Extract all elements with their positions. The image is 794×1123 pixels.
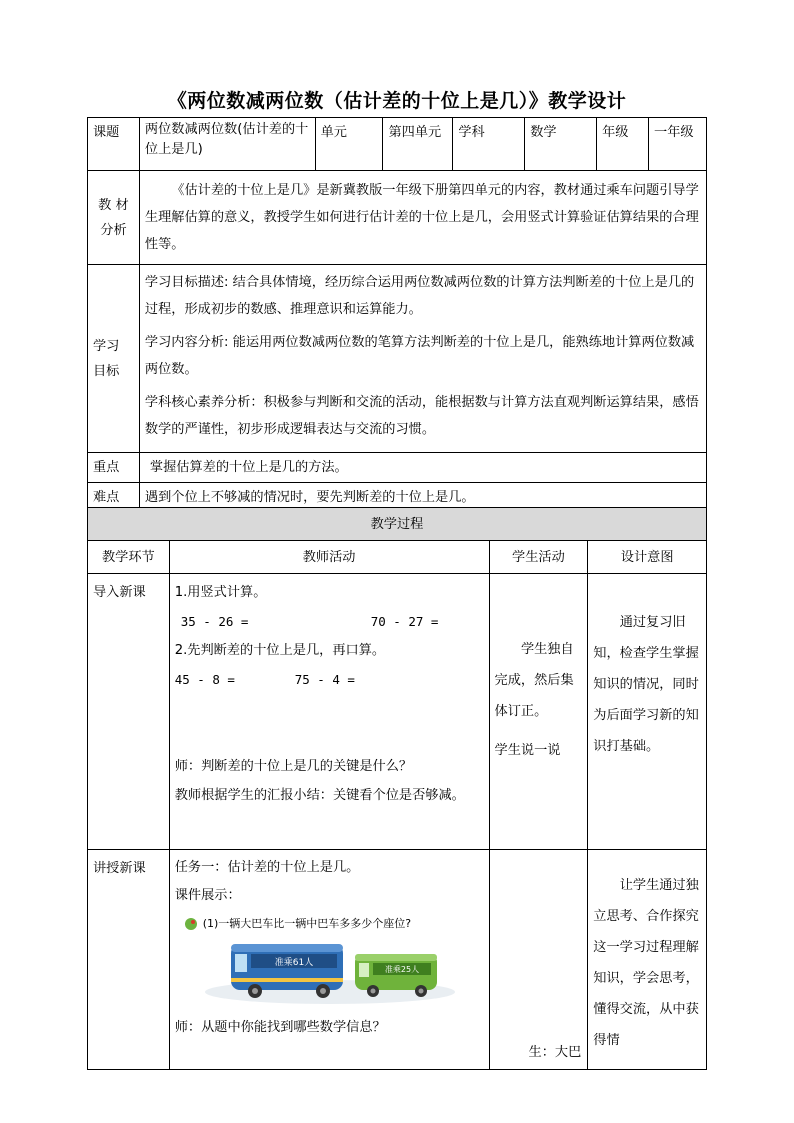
difficulty-text: 遇到个位上不够减的情况时，要先判断差的十位上是几。 <box>139 483 706 513</box>
small-bus-sign: 准乘25人 <box>384 965 419 974</box>
intro-intent <box>588 574 707 850</box>
topic-label: 课题 <box>88 118 140 171</box>
calc-1b: 70 - 27 = <box>370 614 439 629</box>
teach-student-answer: 生：大巴 <box>528 1045 582 1060</box>
intro-calc-row2 <box>175 665 484 694</box>
big-bus-sign: 准乘61人 <box>274 958 313 968</box>
intro-student-say: 学生说一说 <box>494 743 561 758</box>
key-point-text: 掌握估算差的十位上是几的方法。 <box>139 453 706 483</box>
teach-intent-text: 让学生通过独立思考、合作探究这一学习过程理解知识，学会思考，懂得交流，从中获得情 <box>593 878 699 1048</box>
calc-2a: 45 - 8 = <box>174 672 235 687</box>
intro-teacher <box>169 574 489 850</box>
calc-2b: 75 - 4 = <box>294 672 355 687</box>
teach-problem <box>175 910 484 938</box>
intro-calc-row1 <box>175 607 484 636</box>
grade-label: 年级 <box>597 118 649 171</box>
analysis-text: 《估计差的十位上是几》是新冀教版一年级下册第四单元的内容，教材通过乘车问题引导学生理解估算的意义，教授学生如何进行估计差的十位上是几，会用竖式计算验证估算结果的合理性等。 <box>139 171 706 265</box>
grade-value: 一年级 <box>649 118 707 171</box>
teach-student <box>489 850 588 1070</box>
goals-content <box>139 265 706 453</box>
column-intent: 设计意图 <box>588 541 707 574</box>
teach-show: 课件展示： <box>174 888 241 903</box>
teach-question: 师：从题中你能找到哪些数学信息？ <box>174 1020 386 1035</box>
topic-value: 两位数减两位数(估计差的十位上是几) <box>139 118 315 171</box>
unit-label: 单元 <box>315 118 383 171</box>
calc-1a: 35 - 26 = <box>180 614 249 629</box>
goal-content-analysis: 学习内容分析: 能运用两位数减两位数的笔算方法判断差的十位上是几，能熟练地计算两位数减两位数。 <box>144 335 695 377</box>
goal-description: 学习目标描述: 结合具体情境，经历综合运用两位数减两位数的计算方法判断差的十位上是几的过程，形成初步的数感、推理意识和运算能力。 <box>144 275 695 317</box>
intro-summary: 教师根据学生的汇报小结：关键看个位是否够减。 <box>174 788 465 803</box>
problem-text: (1)一辆大巴车比一辆中巴车多多少个座位? <box>202 917 412 930</box>
unit-value: 第四单元 <box>383 118 453 171</box>
apple-icon <box>185 918 197 930</box>
intro-intent-text: 通过复习旧知，检查学生掌握知识的情况，同时为后面学习新的知识打基础。 <box>593 615 699 754</box>
intro-stage: 导入新课 <box>88 574 170 850</box>
teach-stage: 讲授新课 <box>88 850 170 1070</box>
column-stage: 教学环节 <box>88 541 170 574</box>
teach-task: 任务一：估计差的十位上是几。 <box>174 860 360 875</box>
teach-intent <box>588 850 707 1070</box>
goal-core-literacy: 学科核心素养分析：积极参与判断和交流的活动，能根据数与计算方法直观判断运算结果，感悟数学的严谨性，初步形成逻辑表达与交流的习惯。 <box>144 395 699 437</box>
intro-line2: 2.先判断差的十位上是几，再口算。 <box>174 643 386 658</box>
bus-illustration <box>205 940 455 1006</box>
key-point-label: 重点 <box>88 453 140 483</box>
subject-label: 学科 <box>453 118 525 171</box>
info-table <box>87 117 707 513</box>
big-bus-icon <box>231 944 343 998</box>
intro-student <box>489 574 588 850</box>
difficulty-label: 难点 <box>88 483 140 513</box>
process-table <box>87 507 707 1070</box>
process-header: 教学过程 <box>88 508 707 541</box>
document-title: 《两位数减两位数（估计差的十位上是几）》教学设计 <box>167 90 627 112</box>
column-teacher: 教师活动 <box>169 541 489 574</box>
intro-line1: 1.用竖式计算。 <box>174 585 267 600</box>
teach-teacher <box>169 850 489 1070</box>
intro-question: 师：判断差的十位上是几的关键是什么？ <box>174 759 413 774</box>
column-student: 学生活动 <box>489 541 588 574</box>
goals-label: 学习 目标 <box>88 265 140 453</box>
analysis-label: 教 材 分析 <box>88 171 140 265</box>
subject-value: 数学 <box>525 118 597 171</box>
intro-student-activity: 学生独自完成，然后集体订正。 <box>494 642 574 719</box>
